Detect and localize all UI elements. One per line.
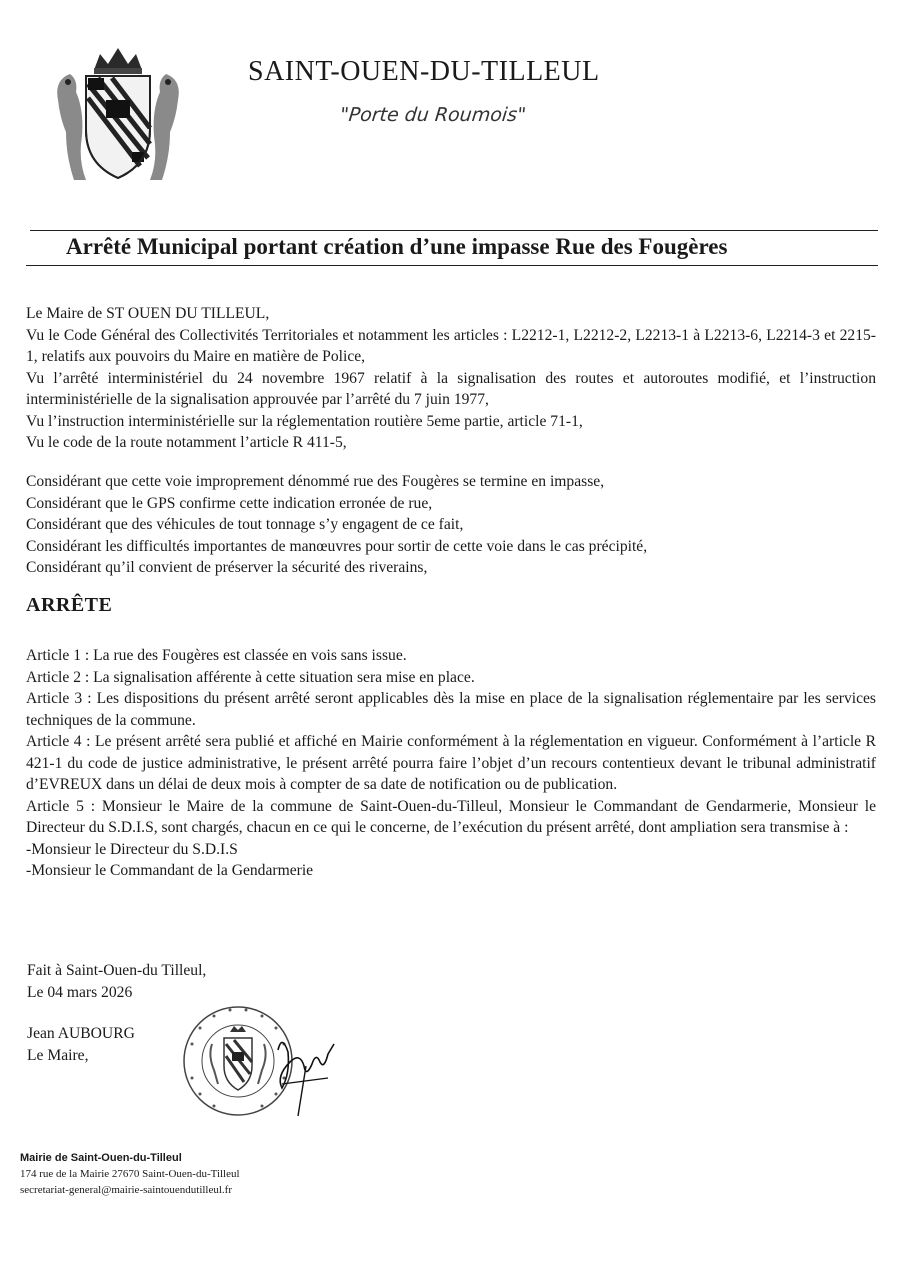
considerants-block — [26, 471, 876, 579]
footer-contact — [20, 1150, 240, 1198]
title-top-rule — [30, 230, 878, 231]
footer-email: secretariat-general@mairie-saintouendutilleul.fr — [20, 1184, 233, 1196]
preamble-line: Vu le Code Général des Collectivités Territoriales et notamment les articles : L2212-1, L2212-2, L2213-1 à L2213-6, L2214-3 et 2215-1, relatifs aux pouvoirs du Maire en matière de Police, — [26, 326, 876, 365]
article-line: Article 1 : La rue des Fougères est classée en vois sans issue. — [26, 647, 407, 664]
preamble-line: Vu le code de la route notamment l’article R 411-5, — [26, 434, 347, 451]
signature-date: Le 04 mars 2026 — [27, 983, 133, 1001]
considerant-line: Considérant que des véhicules de tout tonnage s’y engagent de ce fait, — [26, 516, 464, 533]
document-title: Arrêté Municipal portant création d’une impasse Rue des Fougères — [66, 234, 728, 259]
considerant-line: Considérant que le GPS confirme cette indication erronée de rue, — [26, 494, 433, 512]
town-motto: "Porte du Roumois" — [338, 104, 528, 126]
footer-address: 174 rue de la Mairie 27670 Saint-Ouen-du-Tilleul — [20, 1168, 240, 1180]
considerant-line: Considérant les difficultés importantes de manœuvres pour sortir de cette voie dans le cas précipité, — [26, 537, 648, 555]
footer-org: Mairie de Saint-Ouen-du-Tilleul — [20, 1152, 182, 1164]
title-bottom-rule — [26, 265, 878, 266]
article-line: Article 4 : Le présent arrêté sera publié et affiché en Mairie conformément à la réglementation en vigueur. Conformément à l’article R 421-1 du code de justice administrative, le présent arrêté pourra faire l’objet d’un recours contentieux devant le tribunal administratif d’EVREUX dans un délai de deux mois à compter de sa date de notification ou de publication. — [26, 733, 876, 793]
preamble-line: Vu l’arrêté interministériel du 24 novembre 1967 relatif à la signalisation des routes et autoroutes modifié, et l’instruction interministérielle de la signalisation approuvée par l’arrêté du 7 juin 1977, — [26, 369, 876, 408]
preamble-block — [26, 303, 876, 454]
article-line: Article 2 : La signalisation afférente à cette situation sera mise en place. — [26, 668, 475, 686]
article-line: Article 5 : Monsieur le Maire de la commune de Saint-Ouen-du-Tilleul, Monsieur le Commandant de Gendarmerie, Monsieur le Directeur du S.D.I.S, sont chargés, chacun en ce qui le concerne, de l’exécution du présent arrêté, dont ampliation sera transmise à : — [26, 797, 876, 836]
considerant-line: Considérant que cette voie improprement dénommé rue des Fougères se termine en impasse, — [26, 473, 605, 490]
considerant-line: Considérant qu’il convient de préserver la sécurité des riverains, — [26, 559, 428, 576]
signature-place-date — [27, 960, 206, 1003]
preamble-line: Le Maire de ST OUEN DU TILLEUL, — [26, 305, 270, 322]
arrete-heading: ARRÊTE — [26, 594, 113, 616]
articles-block — [26, 645, 876, 882]
article-line: Article 3 : Les dispositions du présent arrêté seront applicables dès la mise en place de la signalisation réglementaire par les services techniques de la commune. — [26, 690, 876, 729]
article-line: -Monsieur le Commandant de la Gendarmerie — [26, 862, 314, 879]
signatory — [27, 1023, 135, 1066]
town-name: SAINT-OUEN-DU-TILLEUL — [248, 56, 600, 87]
signature-place: Fait à Saint-Ouen-du Tilleul, — [27, 962, 207, 979]
article-line: -Monsieur le Directeur du S.D.I.S — [26, 840, 238, 858]
town-crest-logo — [48, 40, 188, 188]
official-stamp-and-signature — [178, 1004, 338, 1118]
mayor-name: Jean AUBOURG — [27, 1025, 135, 1042]
mayor-role: Le Maire, — [27, 1046, 89, 1064]
preamble-line: Vu l’instruction interministérielle sur la réglementation routière 5eme partie, article 71-1, — [26, 412, 583, 430]
